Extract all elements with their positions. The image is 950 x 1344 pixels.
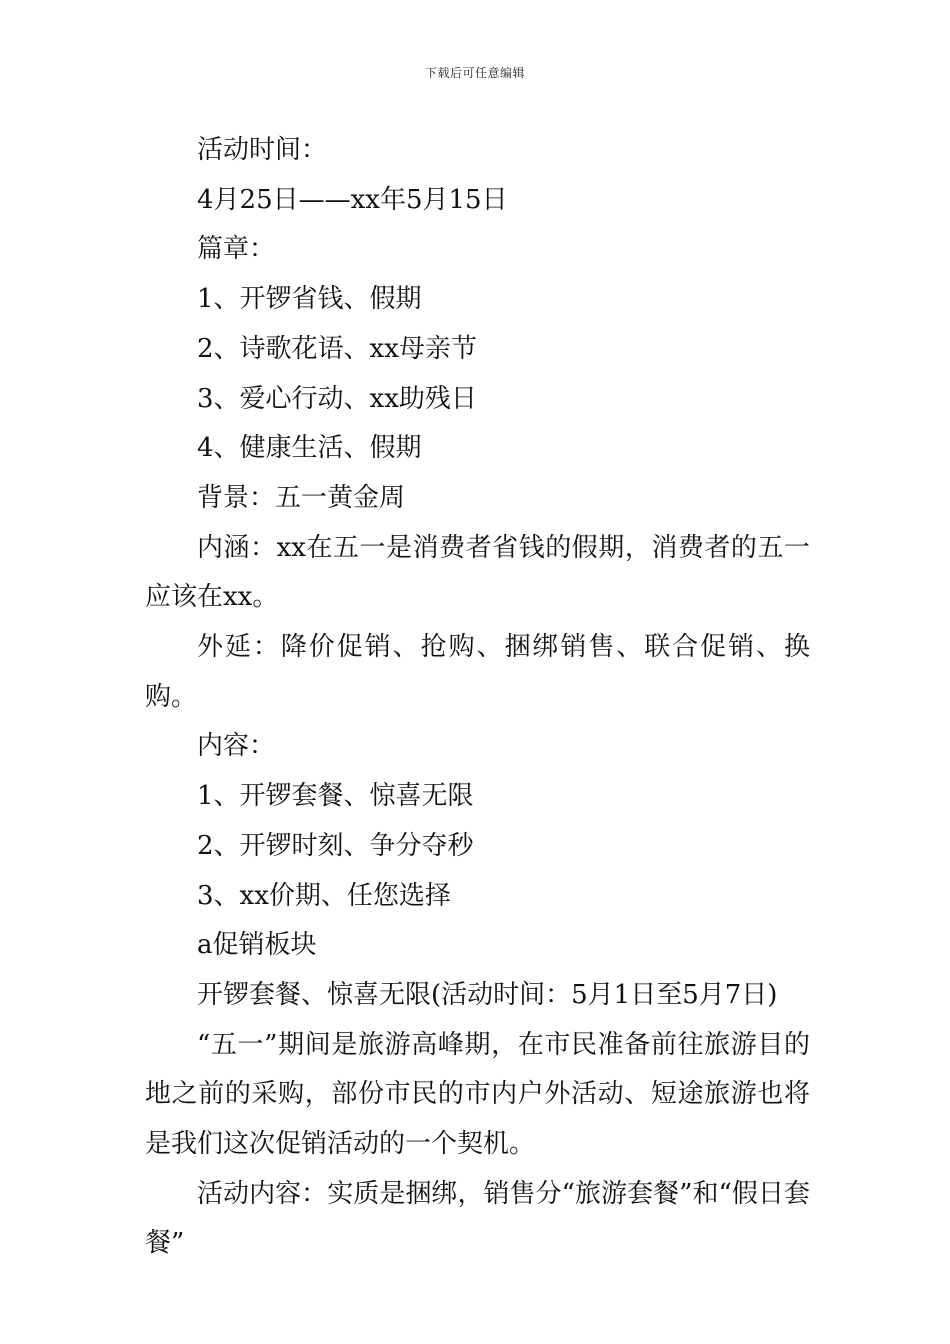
- paragraph-content-1: 1、开锣套餐、惊喜无限: [197, 781, 474, 812]
- page-header: 下载后可任意编辑: [424, 66, 525, 80]
- document-body: [145, 126, 810, 1269]
- paragraph-chapter-2: 2、诗歌花语、xx母亲节: [197, 333, 477, 364]
- paragraph-content-2: 2、开锣时刻、争分夺秒: [197, 830, 474, 861]
- paragraph-chapter-1: 1、开锣省钱、假期: [197, 284, 422, 315]
- paragraph-section-a: a促销板块: [197, 930, 317, 961]
- paragraph-content-label: 内容：: [197, 731, 276, 762]
- paragraph-chapter-4: 4、健康生活、假期: [197, 433, 422, 464]
- paragraph-chapter-3: 3、爱心行动、xx助残日: [197, 383, 477, 414]
- paragraph-chapters-label: 篇章：: [197, 234, 276, 265]
- paragraph-background: 背景：五一黄金周: [197, 482, 406, 513]
- paragraph-connotation: 内涵：xx在五一是消费者省钱的假期，消费者的五一应该在xx。: [145, 532, 810, 613]
- paragraph-content-3: 3、xx价期、任您选择: [197, 880, 451, 911]
- paragraph-activity-content: 活动内容：实质是捆绑，销售分“旅游套餐”和“假日套餐”: [145, 1178, 810, 1259]
- paragraph-holiday-description: “五一”期间是旅游高峰期，在市民准备前往旅游目的地之前的采购，部份市民的市内户外活动、短途旅游也将是我们这次促销活动的一个契机。: [145, 1029, 810, 1160]
- paragraph-package-title: 开锣套餐、惊喜无限(活动时间：5月1日至5月7日): [197, 979, 778, 1010]
- paragraph-extension: 外延：降价促销、抢购、捆绑销售、联合促销、换购。: [145, 632, 810, 712]
- paragraph-activity-time-label: 活动时间：: [197, 135, 328, 165]
- paragraph-activity-dates: 4月25日——xx年5月15日: [197, 184, 508, 215]
